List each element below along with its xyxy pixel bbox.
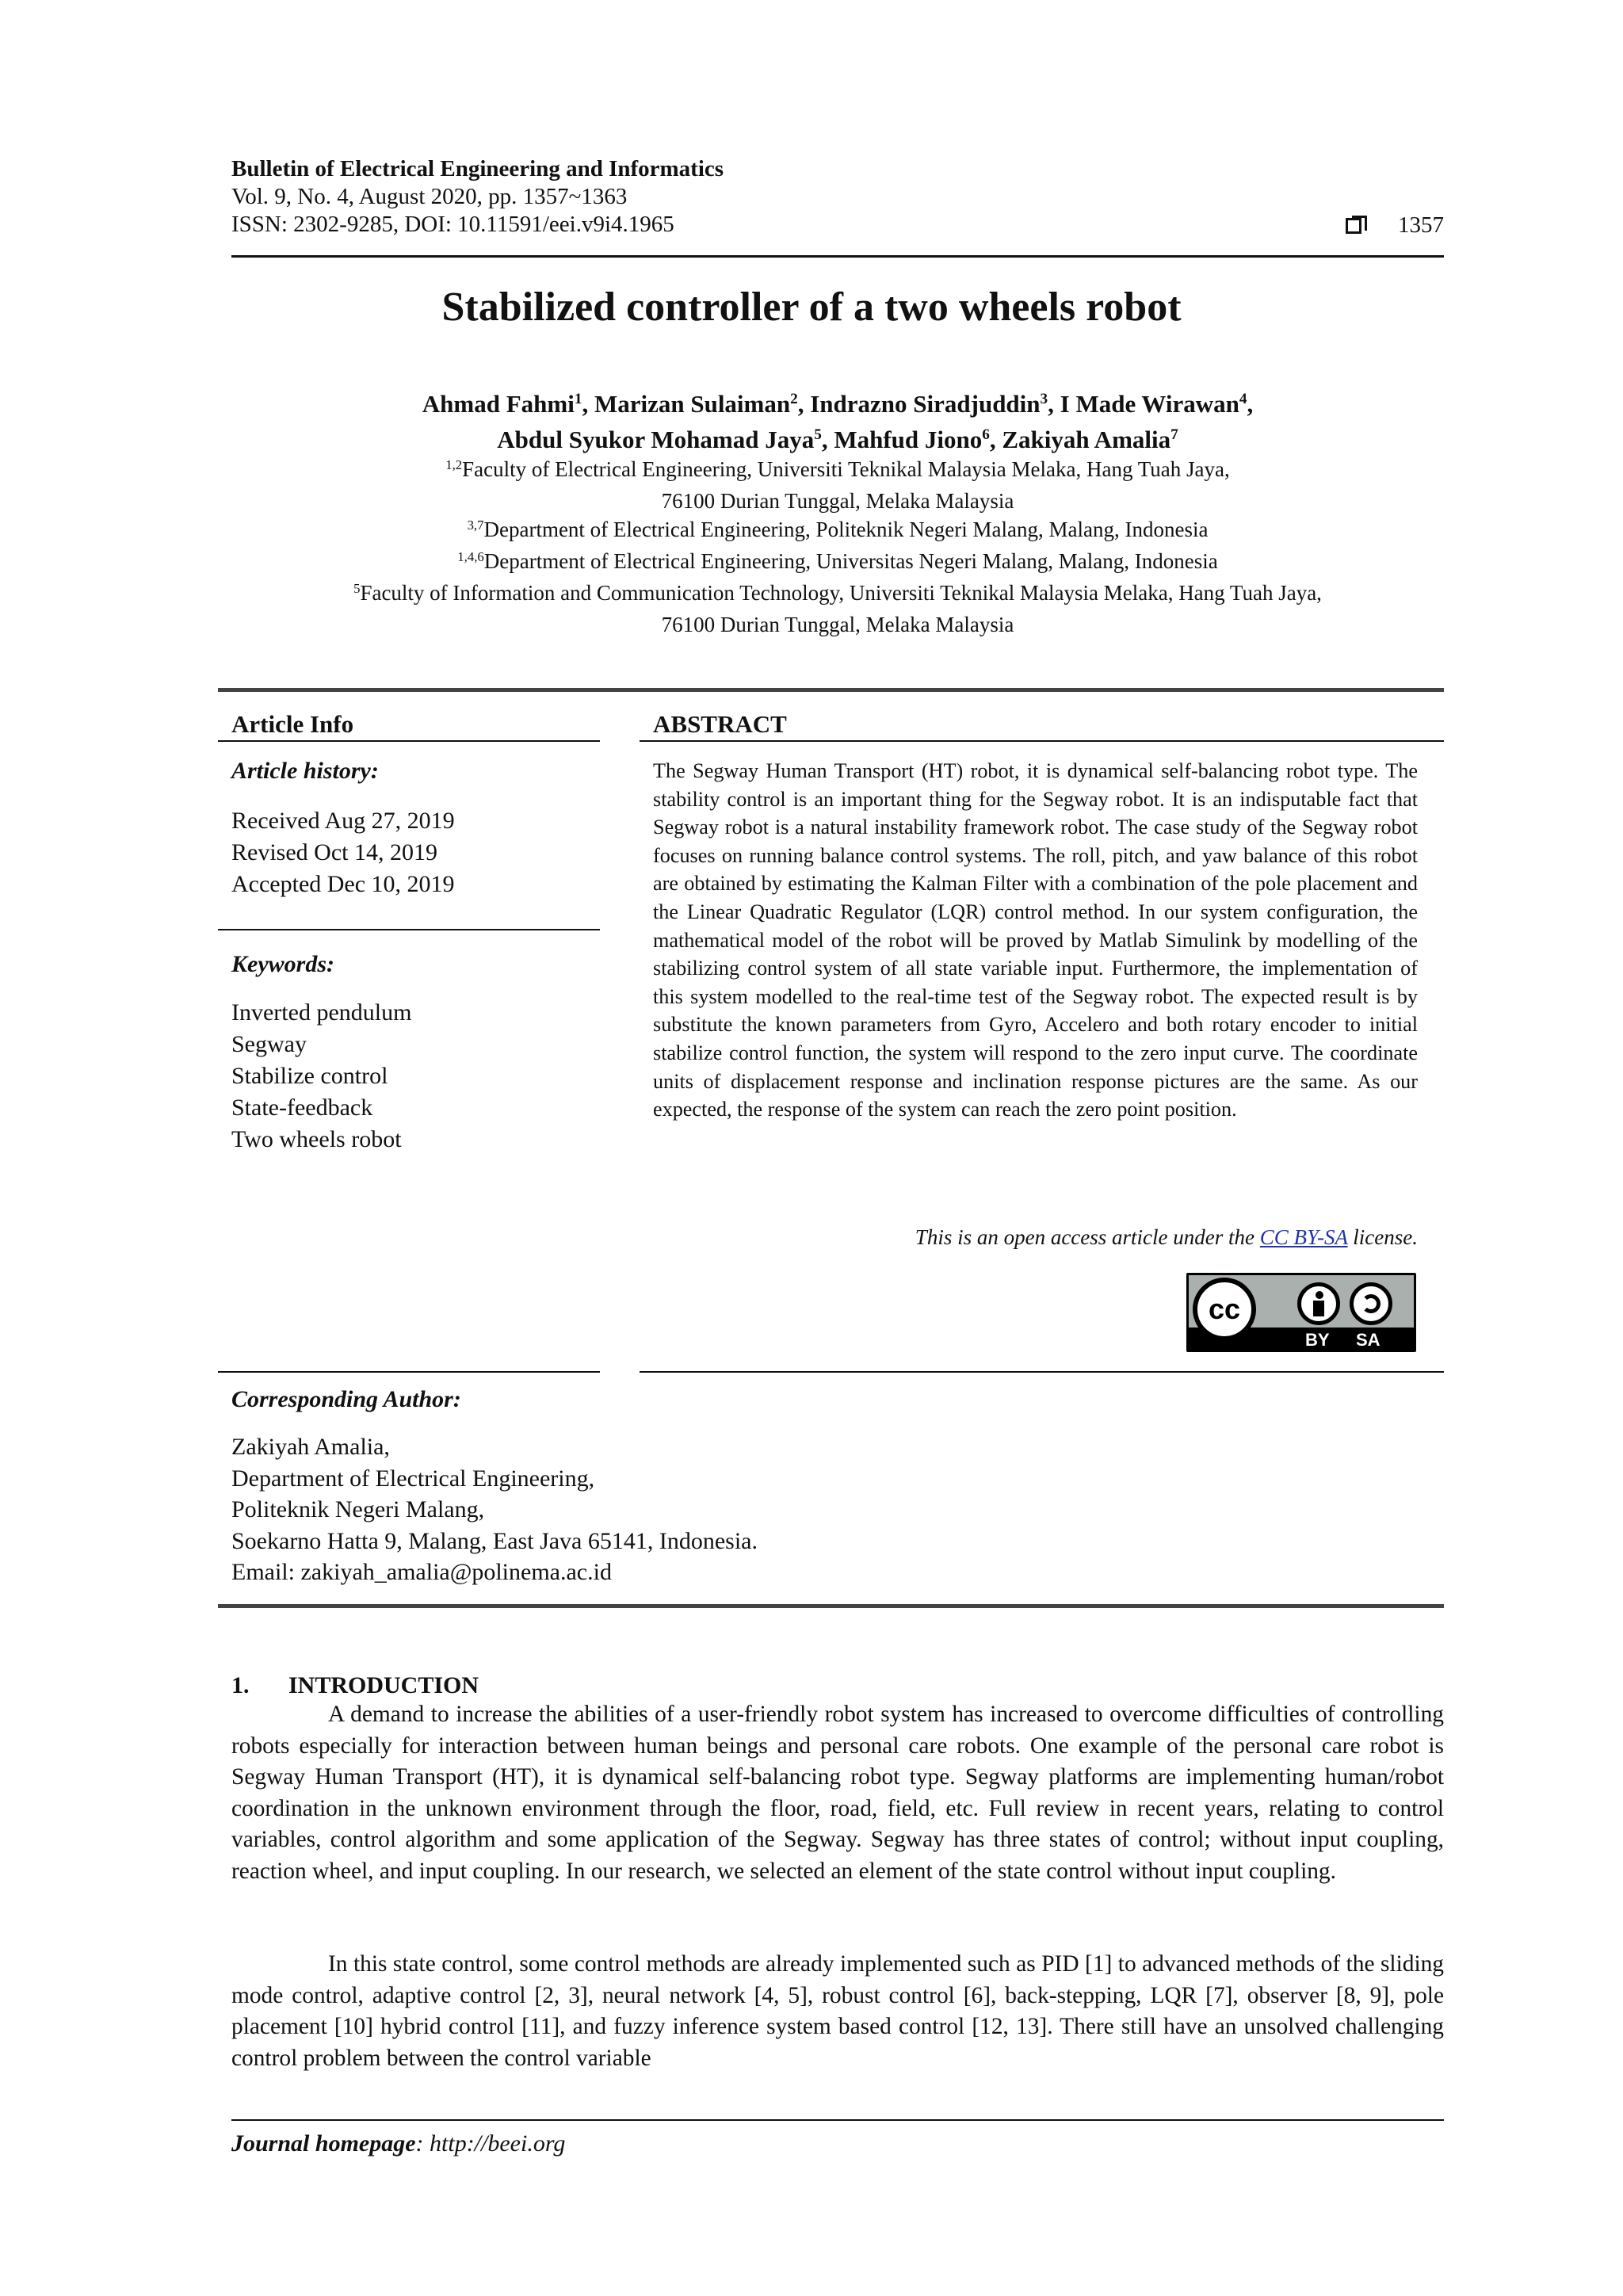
corr-inst: Politeknik Negeri Malang, [231, 1496, 485, 1522]
author: Mahfud Jiono [834, 426, 983, 453]
history-revised: Revised Oct 14, 2019 [231, 839, 437, 865]
divider [640, 740, 1444, 742]
divider [640, 1371, 1444, 1373]
keyword: Segway [231, 1031, 307, 1057]
footer-rule [231, 2119, 1444, 2121]
journal-header [231, 155, 1444, 239]
affiliation: $^5$Faculty of Information and Communication Technology, Universiti Teknikal Malaysia Melaka, Hang Tuah Jaya, [353, 580, 1322, 605]
author: I Made Wirawan [1060, 390, 1239, 418]
corr-email: Email: zakiyah_amalia@polinema.ac.id [231, 1559, 612, 1585]
intro-paragraph: A demand to increase the abilities of a user-friendly robot system has increased to overcome difficulties of controlling robots especially for interaction between human beings and personal care robots. One example of the personal care robot is Segway Human Transport (HT), it is dynamical self-balancing robot type. Segway platforms are implementing human/robot coordination in the unknown environment through the floor, road, field, etc. Full review in recent years, relating to control variables, control algorithm and some application of the Segway. Segway has three states of control; without input coupling, reaction wheel, and input coupling. In our research, we selected an element of the state control without input coupling. [231, 1702, 1444, 1884]
history-received: Received Aug 27, 2019 [231, 808, 455, 834]
header-rule [231, 255, 1444, 258]
abstract-heading: ABSTRACT [653, 710, 787, 738]
page-marker [1346, 212, 1444, 239]
author-list [231, 388, 1444, 460]
divider [218, 1371, 600, 1373]
keywords-heading: Keywords: [231, 951, 334, 977]
affiliation: $^{1,4,6}$Department of Electrical Engineering, Universitas Negeri Malang, Malang, Indonesia [457, 548, 1218, 573]
corr-dept: Department of Electrical Engineering, [231, 1465, 595, 1492]
homepage-url[interactable]: : http://beei.org [415, 2130, 566, 2157]
journal-homepage: Journal homepage: http://beei.org [231, 2130, 566, 2157]
author: Ahmad Fahmi [422, 390, 575, 418]
keyword: Stabilize control [231, 1063, 388, 1089]
history-heading: Article history: [231, 758, 379, 784]
attribution-icon [1297, 1282, 1340, 1325]
author: Indrazno Siradjuddin [810, 390, 1041, 418]
keyword: State-feedback [231, 1095, 373, 1121]
affiliation-cont: 76100 Durian Tunggal, Melaka Malaysia [661, 489, 1014, 513]
checkbox-glyph-icon [1346, 218, 1361, 234]
section-heading: 1. INTRODUCTION [231, 1672, 479, 1698]
intro-paragraph: In this state control, some control methods are already implemented such as PID [1] to advanced methods of the sliding mode control, adaptive control [2, 3], neural network [4, 5], robust control [6], back-stepping, LQR [7], observer [8, 9], pole placement [10] hybrid control [11], and fuzzy inference system based control [12, 13]. There still have an unsolved challenging control problem between the control variable [231, 1951, 1444, 2071]
affiliation-cont: 76100 Durian Tunggal, Melaka Malaysia [661, 613, 1014, 636]
abstract-text: The Segway Human Transport (HT) robot, it is dynamical self-balancing robot type. The stability control is an important thing for the Segway robot. It is an indisputable fact that Segway robot is a natural instability framework robot. The case study of the Segway robot focuses on running balance control systems. The roll, pitch, and yaw balance of this robot are obtained by estimating the Kalman Filter with a combination of the pole placement and the Linear Quadratic Regulator (LQR) control method. In our system configuration, the mathematical model of the robot will be proved by Matlab Simulink by modelling of the stabilizing control system of all state variable input. Furthermore, the implementation of this system modelled to the real-time test of the Segway robot. The expected result is by substitute the known parameters from Gyro, Accelero and both rotary encoder to initial stabilize control function, the system will respond to the zero input curve. The coordinate units of displacement response and inclination response pictures are the same. As our expected, the response of the system can reach the zero point position. [653, 759, 1418, 1121]
author-line-2: Abdul Syukor Mohamad Jaya$^5$, Mahfud Jiono$^6$, Zakiyah Amalia$^7$ [497, 426, 1178, 453]
page-number: 1357 [1398, 212, 1444, 238]
badge-by-label: BY [1305, 1330, 1330, 1350]
license-link[interactable]: CC BY-SA [1259, 1225, 1348, 1249]
affiliation: $^{3,7}$Department of Electrical Engineering, Politeknik Negeri Malang, Malang, Indonesia [467, 517, 1209, 541]
corresponding-heading: Corresponding Author: [231, 1386, 461, 1412]
open-access-note: This is an open access article under the CC BY-SA license. [915, 1225, 1418, 1249]
corresponding-details [231, 1431, 758, 1588]
corr-name: Zakiyah Amalia, [231, 1434, 390, 1460]
author-line-1: Ahmad Fahmi$^1$, Marizan Sulaiman$^2$, Indrazno Siradjuddin$^3$, I Made Wirawan$^4$, [422, 390, 1254, 418]
author: Marizan Sulaiman [594, 390, 791, 418]
history-accepted: Accepted Dec 10, 2019 [231, 871, 455, 897]
history-list [231, 805, 604, 900]
paper-title: Stabilized controller of a two wheels robot [441, 285, 1182, 330]
issn-info: ISSN: 2302-9285, DOI: 10.11591/eei.v9i4.1965 [231, 212, 674, 237]
cc-by-sa-badge-icon[interactable] [1186, 1273, 1416, 1352]
info-band-bottom-rule [218, 1604, 1444, 1608]
author: Zakiyah Amalia [1002, 426, 1171, 453]
author: Abdul Syukor Mohamad Jaya [497, 426, 815, 453]
keyword: Two wheels robot [231, 1126, 402, 1152]
divider [218, 740, 600, 742]
article-info-heading: Article Info [231, 710, 354, 738]
affiliation: $^{1,2}$Faculty of Electrical Engineering, Universiti Teknikal Malaysia Melaka, Hang Tuah Jaya, [445, 457, 1230, 481]
affiliations [231, 455, 1444, 639]
corr-address: Soekarno Hatta 9, Malang, East Java 65141, Indonesia. [231, 1527, 758, 1554]
info-band-top-rule [218, 688, 1444, 692]
keywords-list [231, 997, 604, 1156]
volume-info: Vol. 9, No. 4, August 2020, pp. 1357~1363 [231, 184, 628, 209]
cc-logo-icon: cc [1193, 1278, 1256, 1341]
journal-name: Bulletin of Electrical Engineering and Informatics [231, 156, 724, 181]
keyword: Inverted pendulum [231, 999, 412, 1026]
divider [218, 929, 600, 930]
badge-sa-label: SA [1356, 1330, 1381, 1350]
share-alike-icon [1350, 1282, 1392, 1325]
